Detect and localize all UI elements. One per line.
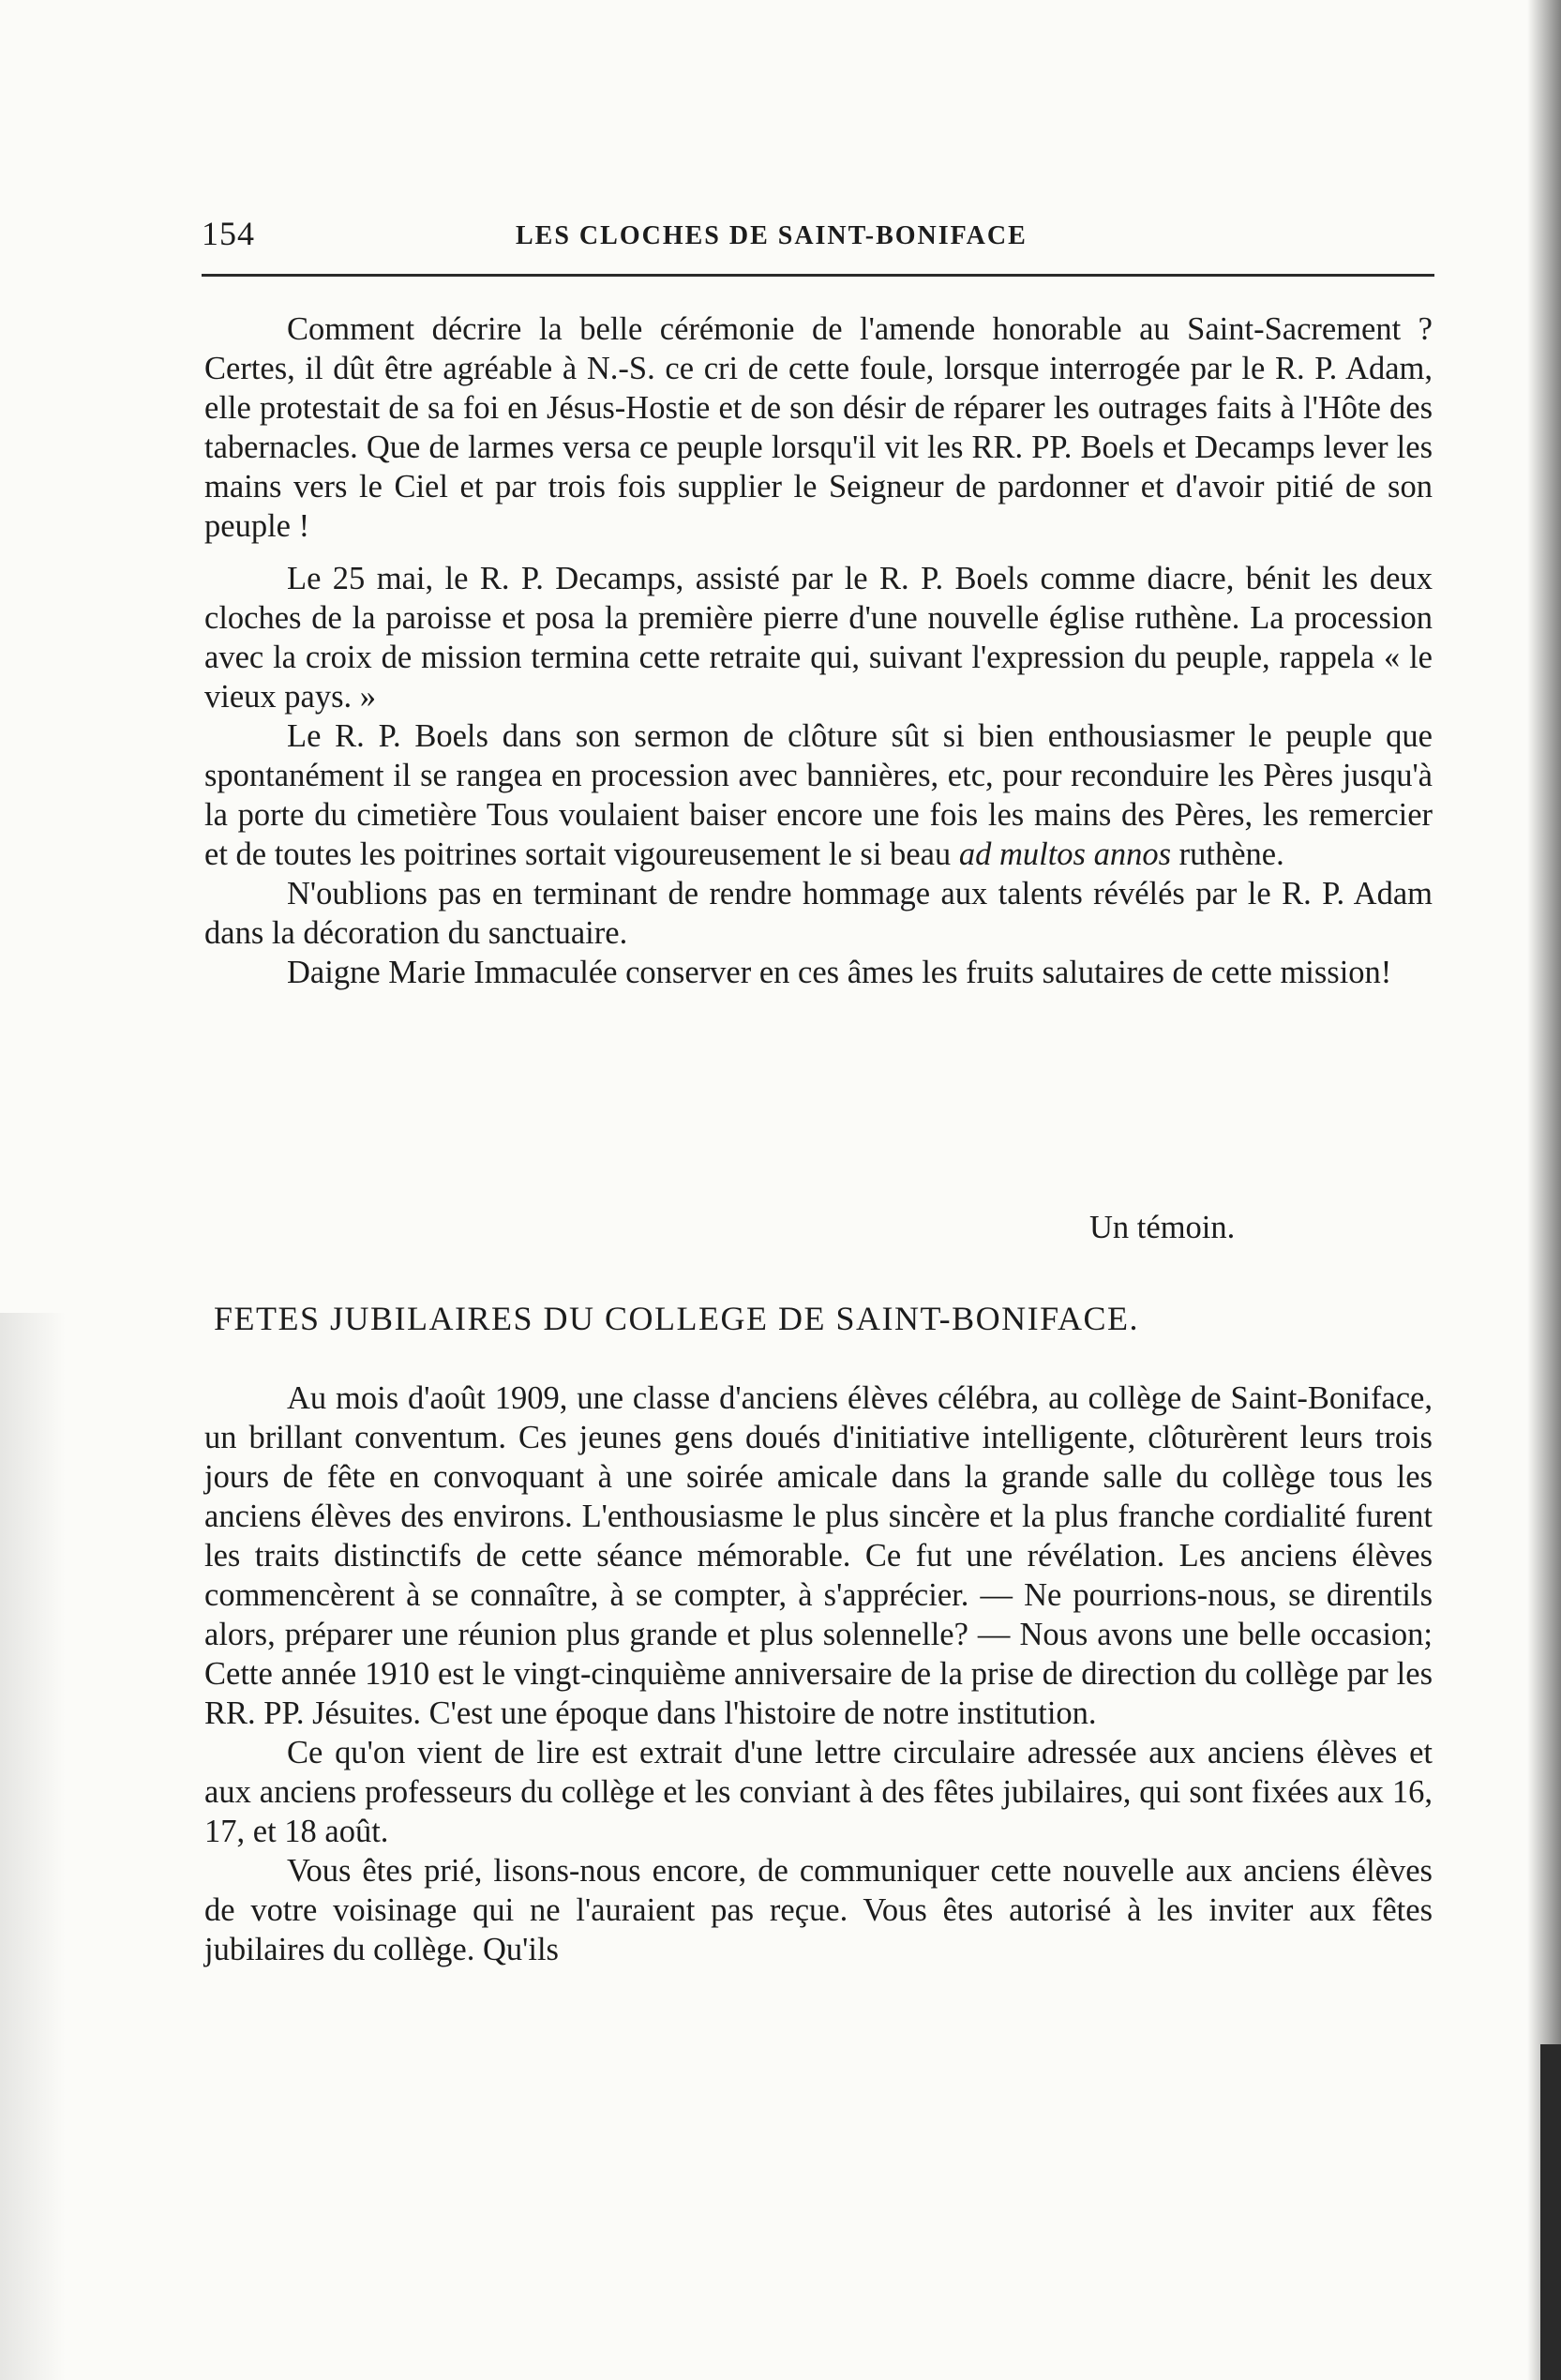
page-edge-shadow-left (0, 1313, 66, 2380)
header-rule (202, 274, 1434, 277)
paragraph: Ce qu'on vient de lire est extrait d'une lettre circulaire adressée aux anciens élèves et aux anciens professeurs du collège et les conviant à des fêtes jubilaires, qui sont fixées aux 16, 17, et 18 août. (204, 1735, 1433, 1849)
jubilee-article-text (204, 1378, 1433, 1969)
paragraph: Daigne Marie Immaculée conserver en ces âmes les fruits salutaires de cette mission! (287, 955, 1392, 990)
paragraph-text: ruthène. (1171, 836, 1284, 872)
page-number: 154 (202, 215, 255, 252)
paragraph: N'oublions pas en terminant de rendre hommage aux talents révélés par le R. P. Adam dans la décoration du sanctuaire. (204, 876, 1433, 951)
paragraph: Vous êtes prié, lisons-nous encore, de communiquer cette nouvelle aux anciens élèves de votre voisinage qui ne l'auraient pas reçue. Vous êtes autorisé à les inviter aux fêtes jubilaires du collège. Qu'ils (204, 1853, 1433, 1967)
running-head: LES CLOCHES DE SAINT-BONIFACE (516, 221, 1028, 250)
page-binding-edge (1540, 2044, 1561, 2380)
page-header (202, 214, 1434, 270)
mission-report-text (204, 309, 1433, 992)
paragraph: Comment décrire la belle cérémonie de l'amende honorable au Saint-Sacrement ? Certes, il dût être agréable à N.-S. ce cri de cette foule, lorsque interrogée par le R. P. Adam, elle protestait de sa foi en Jésus-Hostie et de son désir de réparer les outrages faits à l'Hôte des tabernacles. Que de larmes versa ce peuple lorsqu'il vit les RR. PP. Boels et Decamps lever les mains vers le Ciel et par trois fois supplier le Seigneur de pardonner et d'avoir pitié de son peuple ! (204, 311, 1433, 544)
paragraph: Le 25 mai, le R. P. Decamps, assisté par le R. P. Boels comme diacre, bénit les deux cloches de la paroisse et posa la première pierre d'une nouvelle église ruthène. La procession avec la croix de mission termina cette retraite qui, suivant l'expression du peuple, rappela « le vieux pays. » (204, 561, 1433, 715)
paragraph (204, 716, 1433, 874)
paragraph-text: Le R. P. Boels dans son sermon de clôture sût si bien enthousiasmer le peuple que spontanément il se rangea en procession avec bannières, etc, pour reconduire les Pères jusqu'à la porte du cimetière Tous voulaient baiser encore une fois les mains des Pères, les remercier et de toutes les poitrines sortait vigoureusement le si beau (204, 718, 1433, 872)
page-edge-shadow-right (1527, 0, 1561, 2380)
signature: Un témoin. (1089, 1210, 1236, 1245)
paragraph: Au mois d'août 1909, une classe d'anciens élèves célébra, au collège de Saint-Boniface, un brillant conventum. Ces jeunes gens doués d'initiative intelligente, clôturèrent leurs trois jours de fête en convoquant à une soirée amicale dans la grande salle du collège tous les anciens élèves des environs. L'enthousiasme le plus sincère et la plus franche cordialité furent les traits distinctifs de cette séance mémorable. Ce fut une révélation. Les anciens élèves commencèrent à se connaître, à se compter, à s'apprécier. — Ne pourrions-nous, se direntils alors, préparer une réunion plus grande et plus solennelle? — Nous avons une belle occasion; Cette année 1910 est le vingt-cinquième anniversaire de la prise de direction du collège par les RR. PP. Jésuites. C'est une époque dans l'histoire de notre institution. (204, 1380, 1433, 1731)
latin-phrase: ad multos annos (958, 836, 1171, 872)
section-title: FETES JUBILAIRES DU COLLEGE DE SAINT-BONIFACE. (214, 1300, 1139, 1337)
